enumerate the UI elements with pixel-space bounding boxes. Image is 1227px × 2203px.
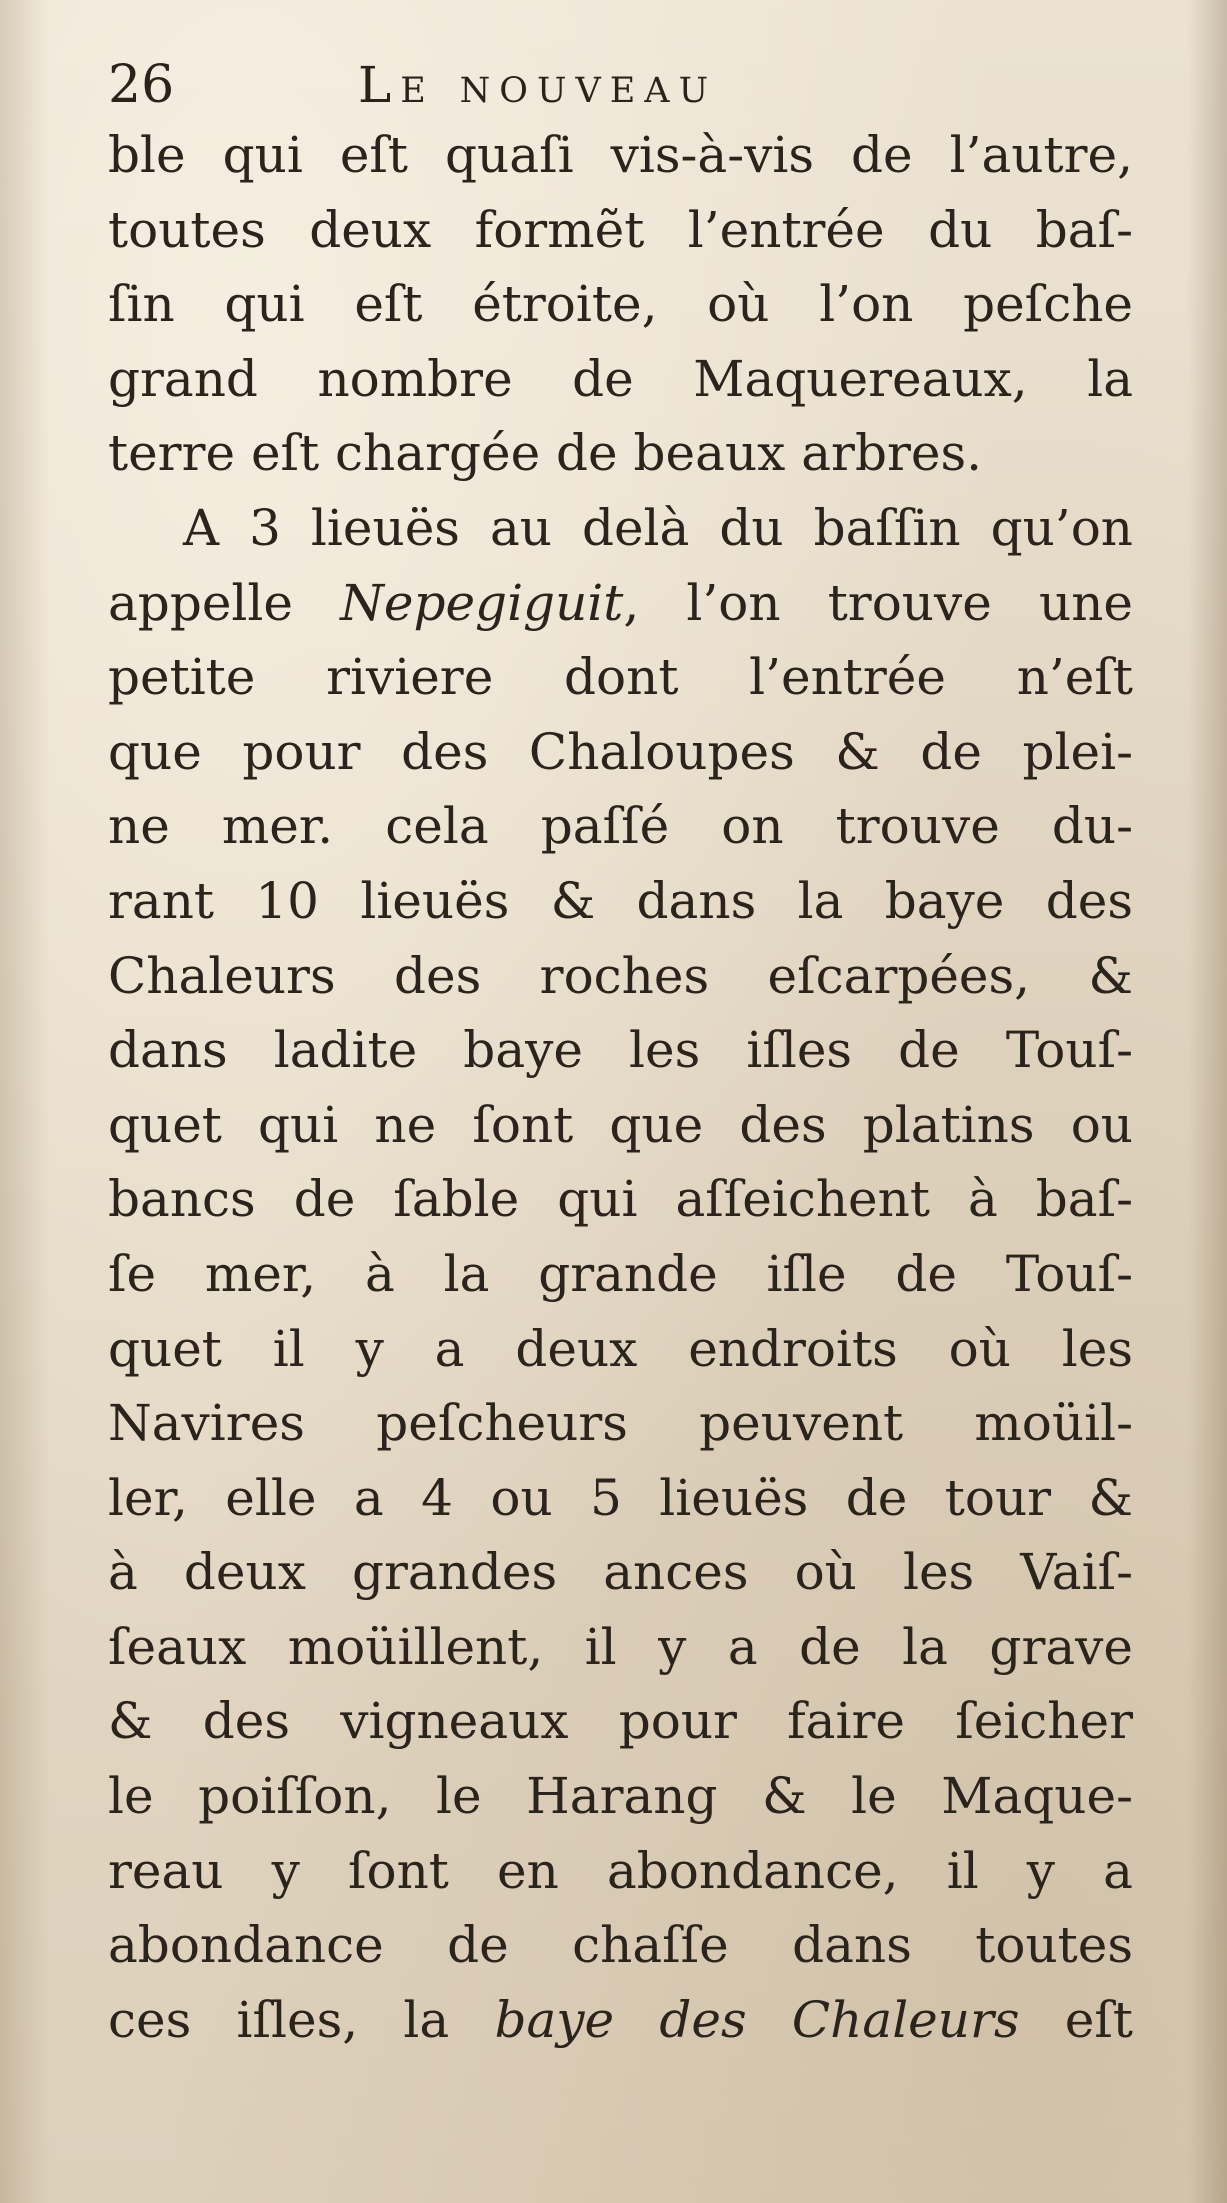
text-line: ne mer. cela paſſé on trouve du- <box>108 797 1133 856</box>
text-line: dans ladite baye les iſles de Touſ- <box>108 1021 1133 1080</box>
text-line: reau y ſont en abondance, il y a <box>108 1841 1133 1900</box>
text-line: ſeaux moüillent, il y a de la grave <box>108 1617 1133 1676</box>
text-line: ler, elle a 4 ou 5 lieuës de tour & <box>108 1468 1133 1527</box>
text-line: Navires peſcheurs peuvent moüil- <box>108 1394 1133 1453</box>
text-line <box>108 1983 1133 2058</box>
text-segment: eſt <box>1019 1990 1133 2049</box>
text-line: Chaleurs des roches eſcarpées, & <box>108 946 1133 1005</box>
text-line: petite riviere dont l’entrée n’eſt <box>108 648 1133 707</box>
text-line: quet qui ne ſont que des platins ou <box>108 1095 1133 1154</box>
page-number: 26 <box>108 55 175 115</box>
text-line: à deux grandes ances où les Vaiſ- <box>108 1543 1133 1602</box>
text-segment: appelle <box>108 573 341 632</box>
text-segment: ces iſles, la <box>108 1990 495 2049</box>
text-line: abondance de chaſſe dans toutes <box>108 1916 1133 1975</box>
text-line: bancs de ſable qui aſſeichent à baſ- <box>108 1170 1133 1229</box>
text-segment: , l’on trouve une <box>623 573 1133 632</box>
text-line: toutes deux formẽt l’entrée du baſ- <box>108 200 1133 259</box>
text-line: ble qui eſt quaſi vis-à-vis de l’autre, <box>108 126 1133 184</box>
text-line: A 3 lieuës au delà du baſſin qu’on <box>183 498 1133 557</box>
page-shadow-left <box>0 0 50 2203</box>
text-line: le poiſſon, le Harang & le Maque- <box>108 1767 1133 1826</box>
text-line <box>108 566 1133 641</box>
text-line: quet il y a deux endroits où les <box>108 1319 1133 1378</box>
text-line: grand nombre de Maquereaux, la <box>108 349 1133 408</box>
text-line: ſe mer, à la grande iſle de Touſ- <box>108 1244 1133 1303</box>
place-name-nepegiguit: Nepegiguit <box>340 573 624 632</box>
text-line: rant 10 lieuës & dans la baye des <box>108 871 1133 930</box>
body-text <box>108 118 1133 2057</box>
text-line: terre eſt chargée de beaux arbres. <box>108 424 982 483</box>
page-header <box>108 52 1167 118</box>
running-title: Le nouveau <box>358 56 718 114</box>
page-shadow-right <box>1187 0 1227 2203</box>
text-line: ſin qui eſt étroite, où l’on peſche <box>108 275 1133 334</box>
text-line: que pour des Chaloupes & de plei- <box>108 722 1133 781</box>
text-line: & des vigneaux pour faire ſeicher <box>108 1692 1133 1751</box>
place-name-baye-des-chaleurs: baye des Chaleurs <box>494 1990 1020 2049</box>
